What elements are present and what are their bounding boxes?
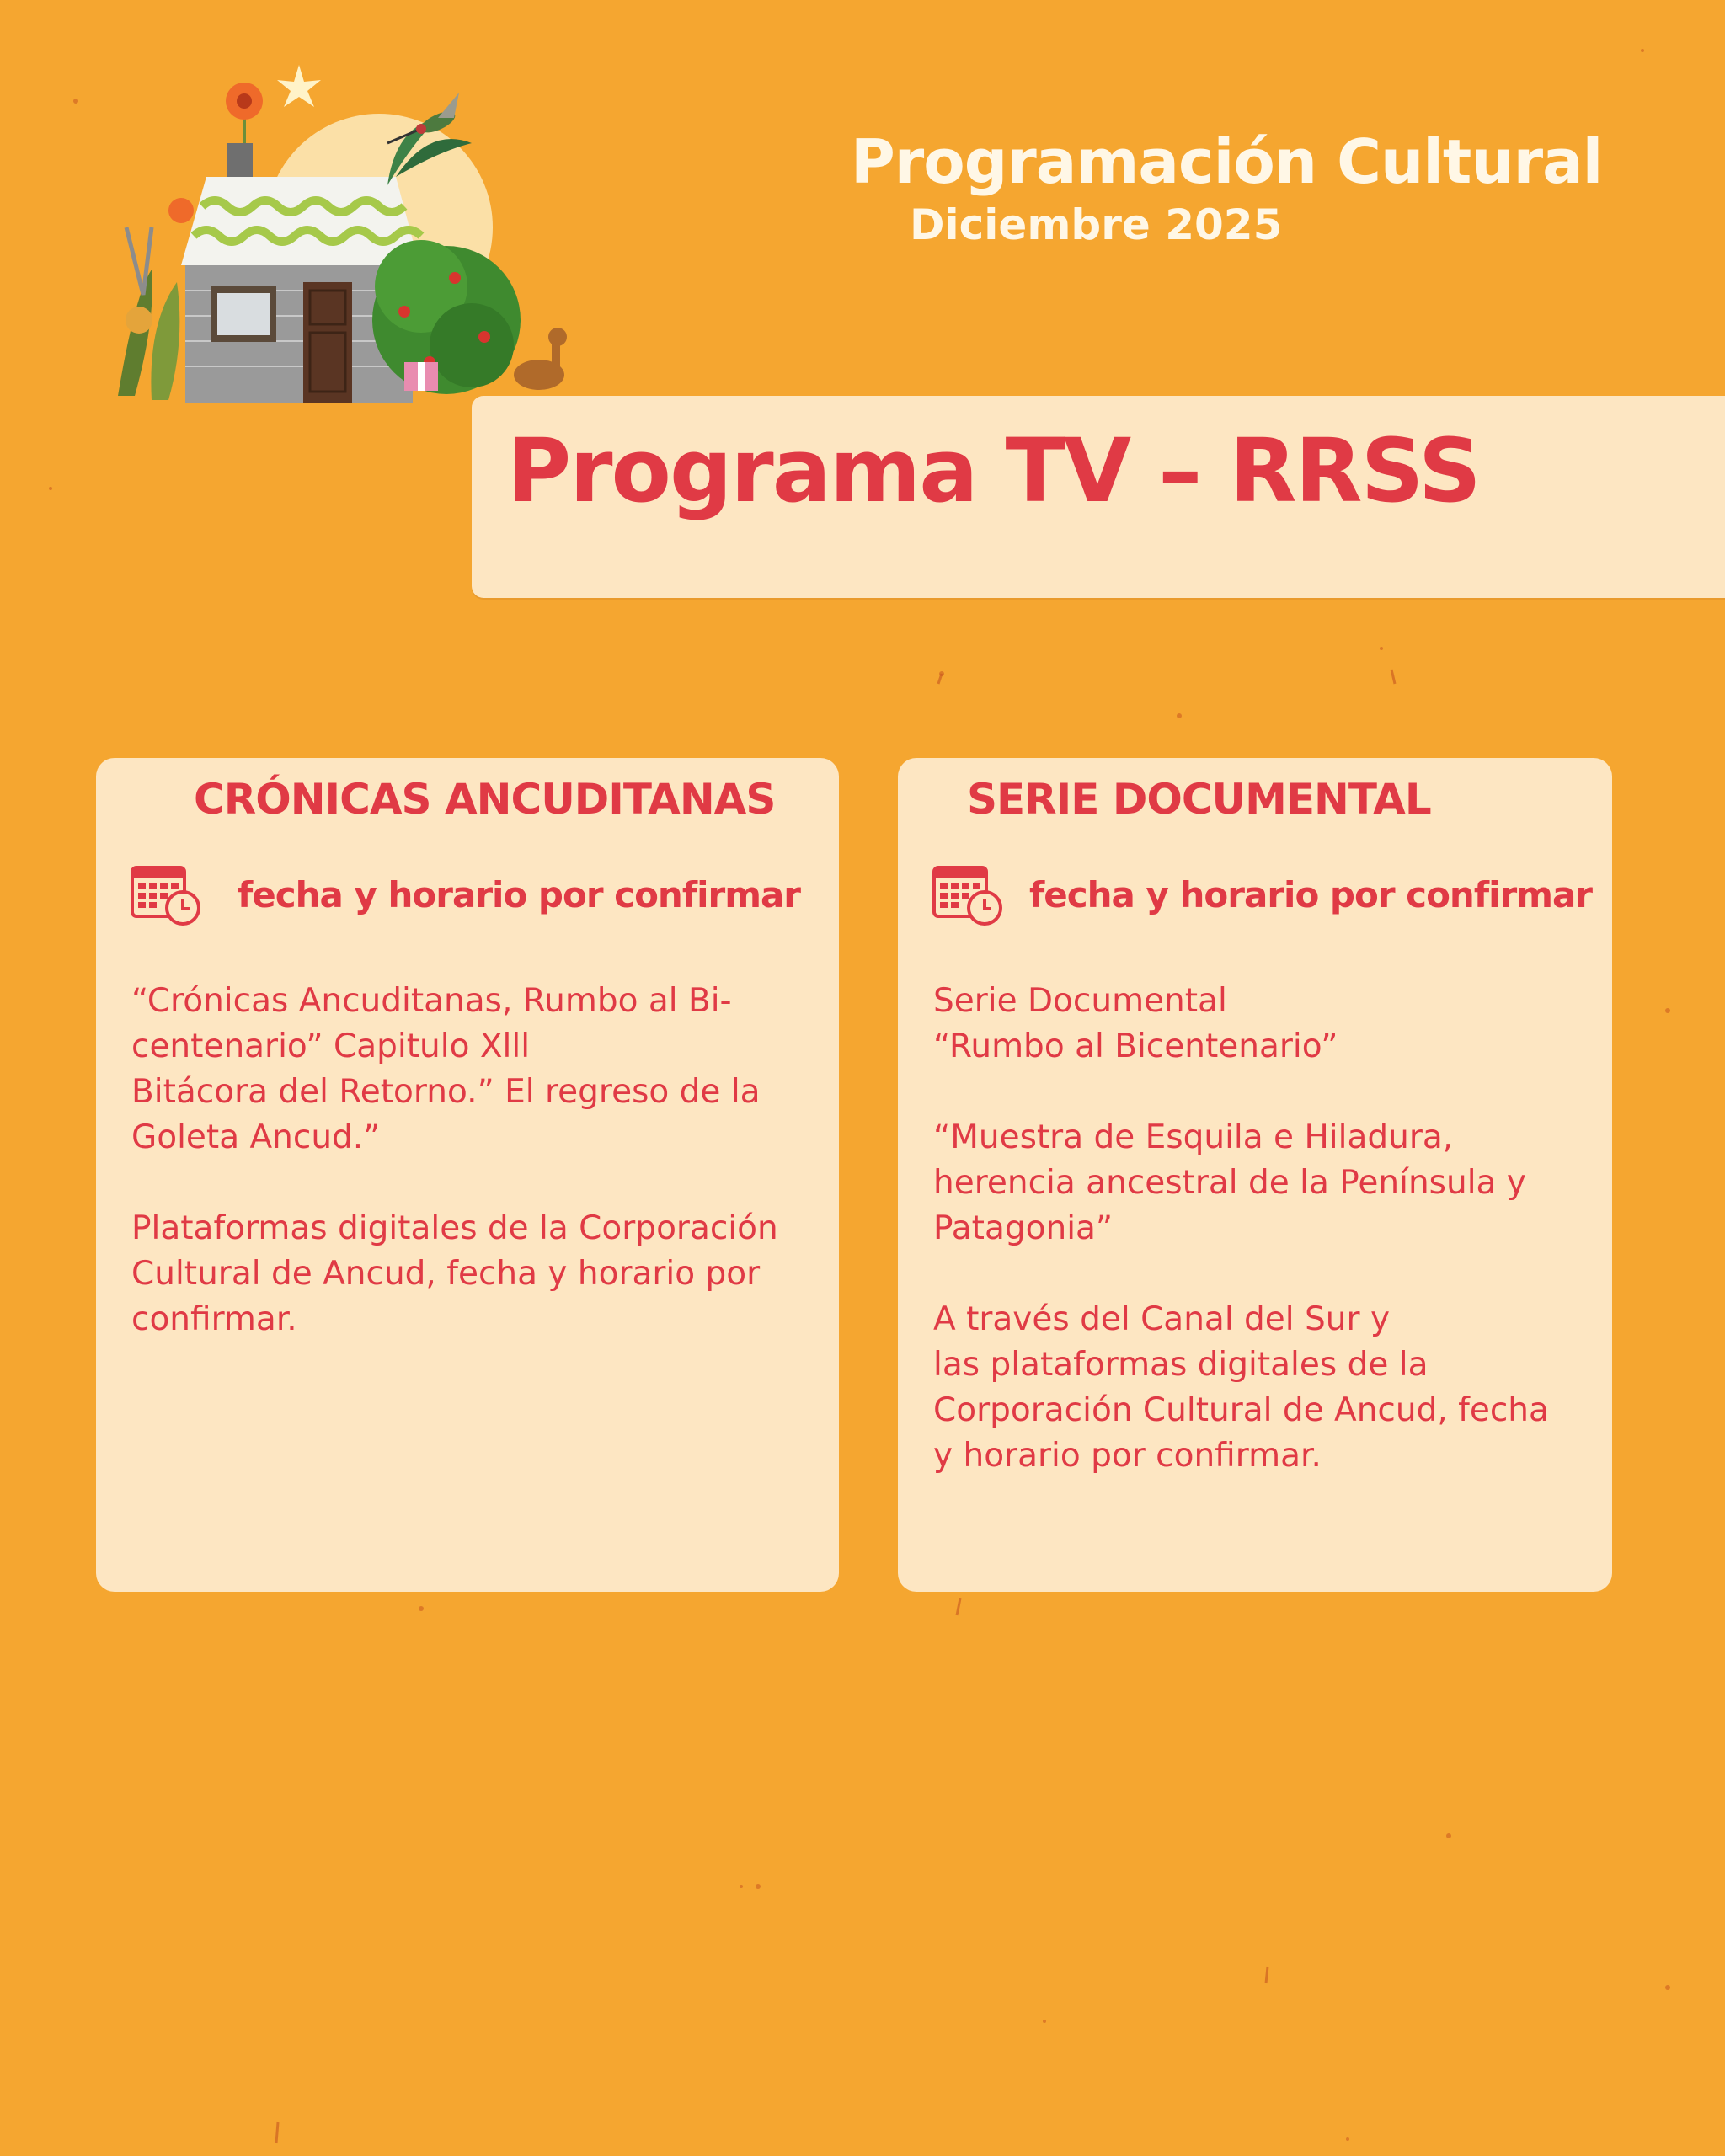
card-paragraph: “Muestra de Esquila e Hiladura, herencia ancestral de la Península y Patagonia” xyxy=(933,1118,1526,1247)
house-collage-illustration xyxy=(101,59,573,421)
date-row xyxy=(130,862,800,926)
title-banner xyxy=(472,396,1725,598)
date-label: fecha y horario por confirmar xyxy=(238,873,801,915)
card-title: SERIE DOCUMENTAL xyxy=(967,775,1431,824)
date-row xyxy=(932,862,1592,926)
card-paragraph: A través del Canal del Sur y las plataformas digitales de la Corporación Cultural de Ancud, fecha y horario por confirmar. xyxy=(933,1300,1549,1475)
card-paragraph: Serie Documental “Rumbo al Bicentenario” xyxy=(933,982,1338,1065)
card-description xyxy=(933,979,1587,1524)
card-description xyxy=(131,979,814,1388)
star-icon xyxy=(277,65,321,107)
header xyxy=(839,126,1603,249)
date-label: fecha y horario por confirmar xyxy=(1029,873,1593,915)
calendar-clock-icon xyxy=(932,862,1004,926)
header-subtitle: Diciembre 2025 xyxy=(910,200,1283,249)
page-title: Programa TV – RRSS xyxy=(507,419,1480,522)
event-card-cronicas xyxy=(96,758,839,1592)
card-title: CRÓNICAS ANCUDITANAS xyxy=(194,775,776,824)
card-paragraph: Plataformas digitales de la Corporación Cultural de Ancud, fecha y horario por confirmar. xyxy=(131,1209,778,1338)
calendar-clock-icon xyxy=(130,862,202,926)
event-card-serie xyxy=(898,758,1612,1592)
header-title: Programación Cultural xyxy=(851,126,1603,197)
card-paragraph: “Crónicas Ancuditanas, Rumbo al Bi- centenario” Capitulo Xlll Bitácora del Retorno.” El regreso de la Goleta Ancud.” xyxy=(131,982,761,1156)
